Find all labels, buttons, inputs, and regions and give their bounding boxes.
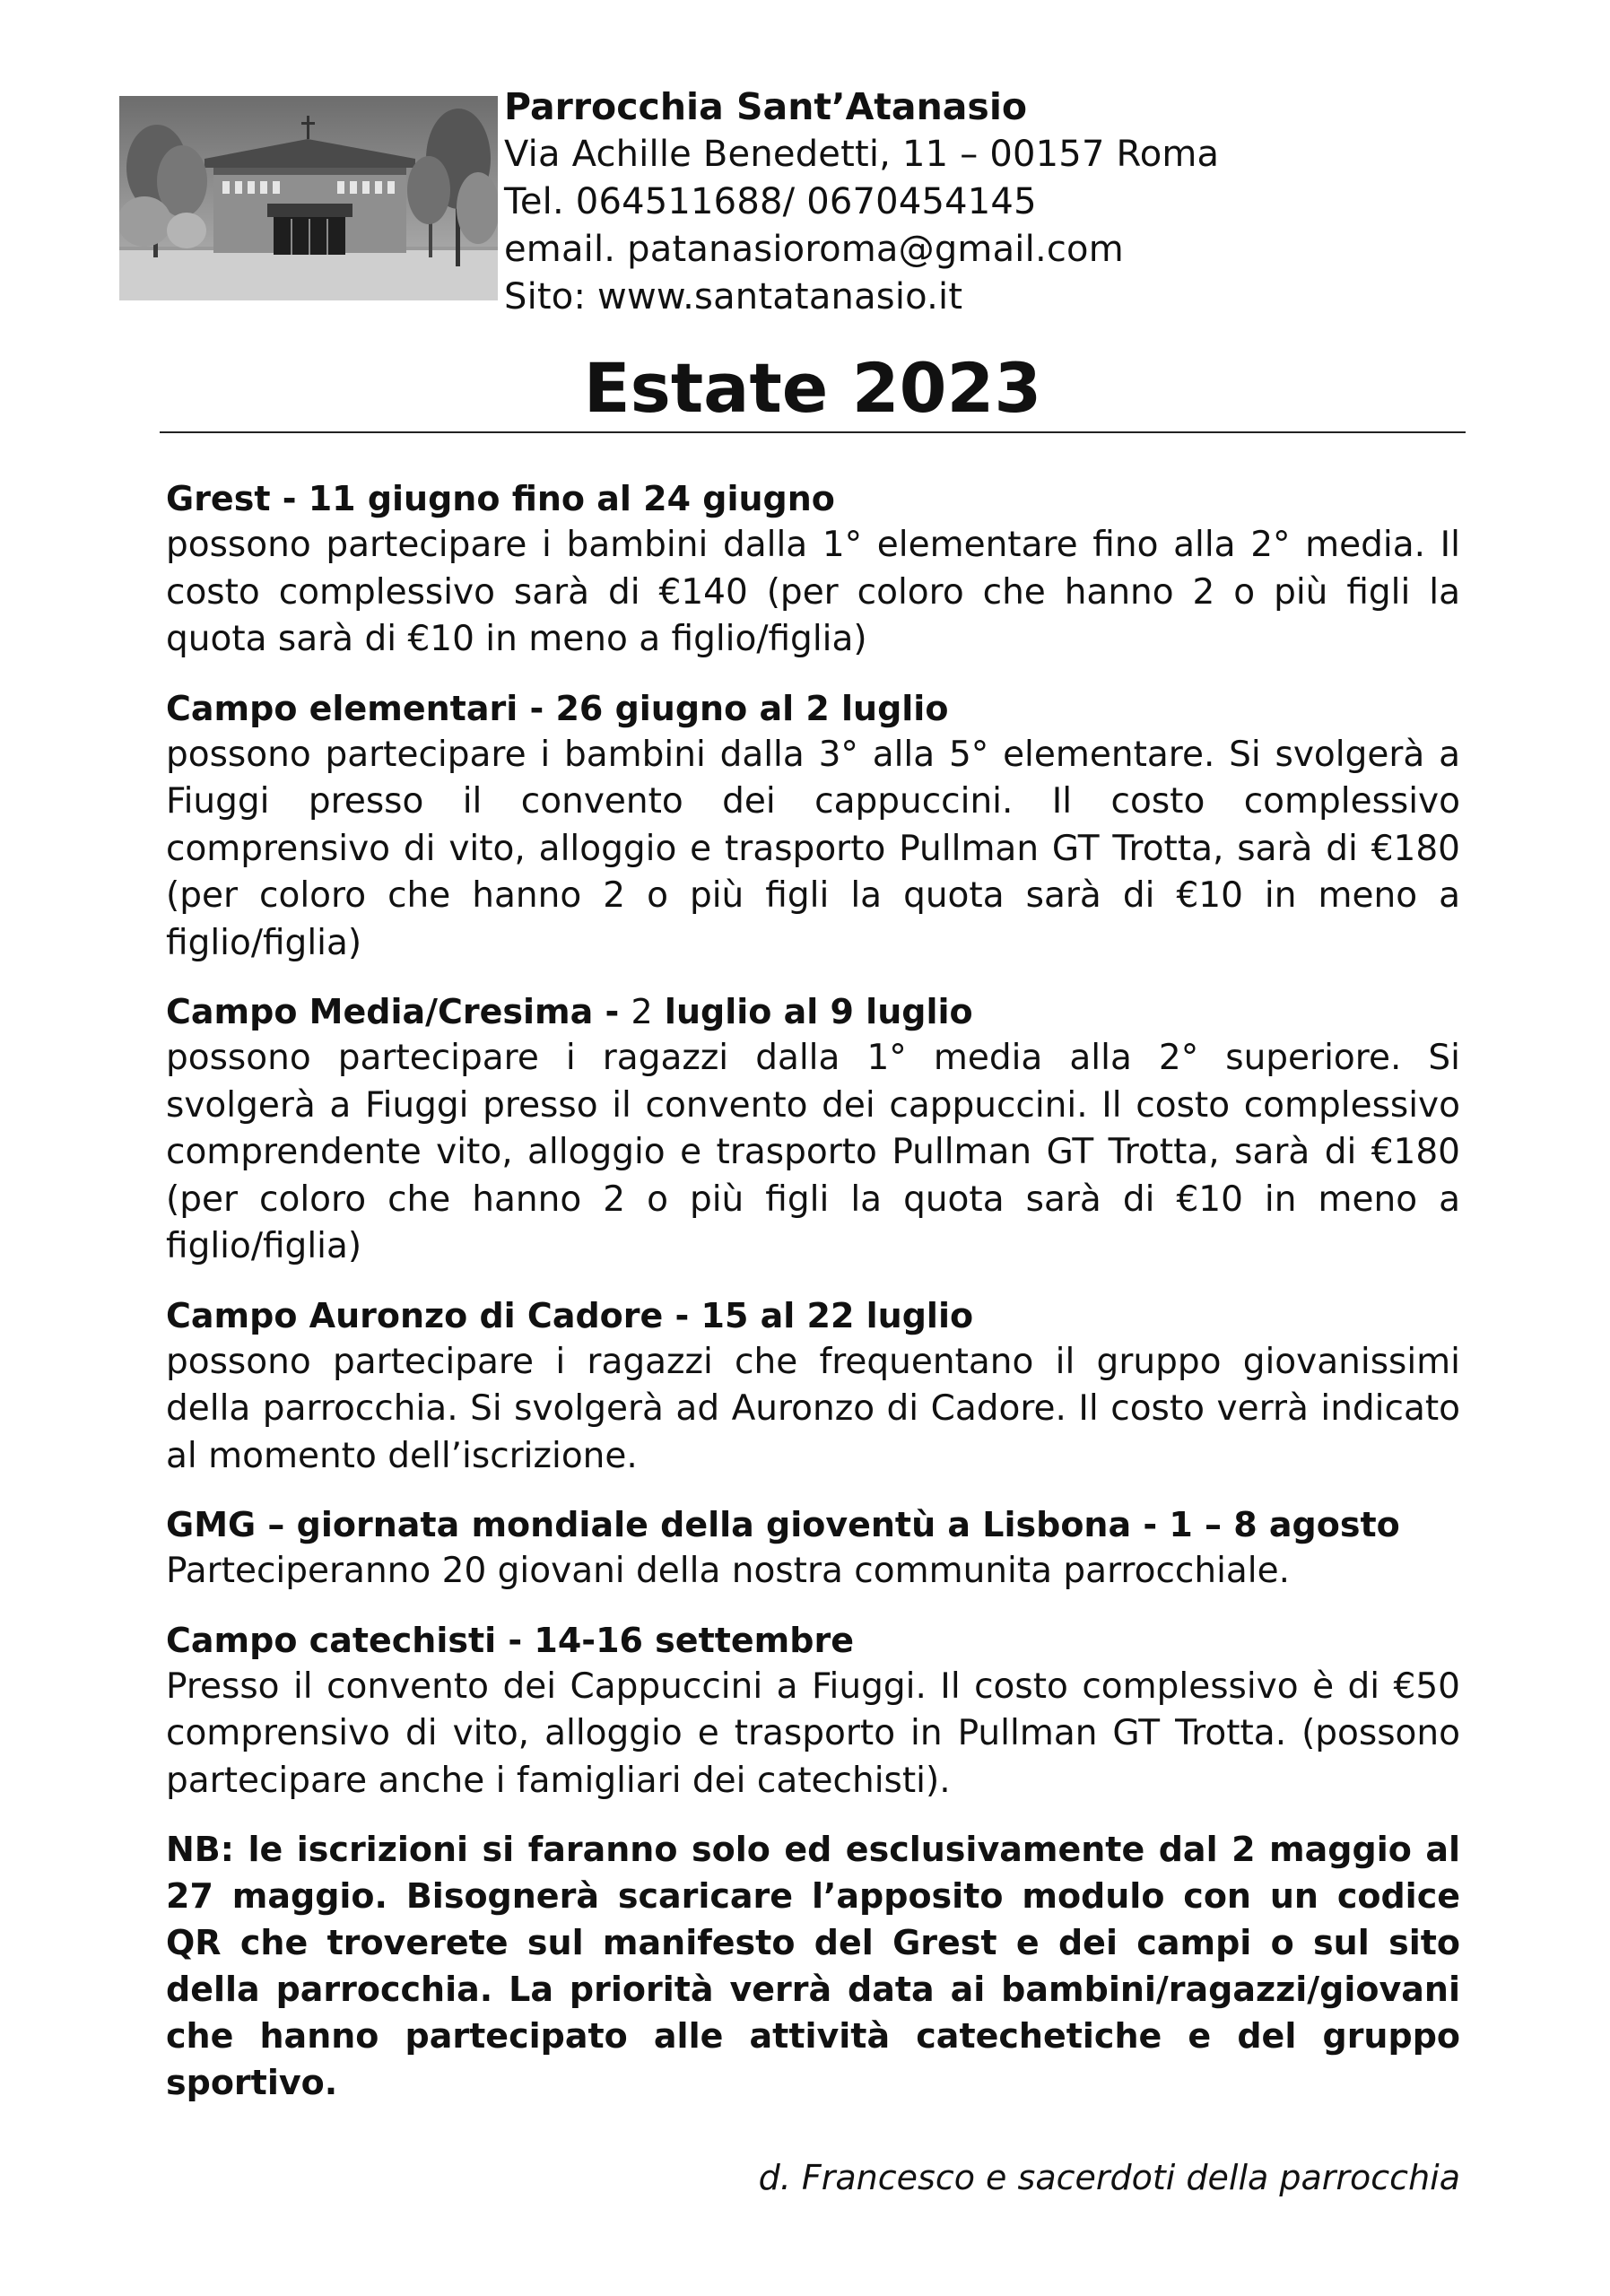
section-title: Grest - 11 giugno fino al 24 giugno — [166, 479, 835, 518]
church-logo-icon — [119, 96, 498, 300]
section-campo-media-cresima — [166, 988, 1460, 1271]
parish-email: email. patanasioroma@gmail.com — [504, 229, 1124, 270]
section-title — [166, 988, 1460, 1035]
title-divider — [160, 431, 1466, 433]
section-body: possono partecipare i ragazzi dalla 1° media alla 2° superiore. Si svolgerà a Fiuggi presso il convento dei cappuccini. Il costo complessivo comprendente vito, alloggio e trasporto Pullman GT Trotta, sarà di €180 (per coloro che hanno 2 o più figli la quota sarà di €10 in meno a figlio/figlia) — [166, 1038, 1460, 1266]
parish-address: Via Achille Benedetti, 11 – 00157 Roma — [504, 134, 1220, 175]
section-title: Campo Auronzo di Cadore - 15 al 22 luglio — [166, 1295, 974, 1335]
parish-website: Sito: www.santatanasio.it — [504, 276, 963, 317]
registration-note: NB: le iscrizioni si faranno solo ed esclusivamente dal 2 maggio al 27 maggio. Bisognerà scaricare l’apposito modulo con un codice QR che troverete sul manifesto del Grest e dei campi o sul sito della parrocchia. La priorità verrà data ai bambini/ragazzi/giovani che hanno partecipato alle attività catechetiche e del gruppo sportivo. — [166, 1830, 1460, 2102]
section-grest — [166, 475, 1460, 664]
section-body: possono partecipare i bambini dalla 1° elementare fino alla 2° media. Il costo complessivo sarà di €140 (per coloro che hanno 2 o più figli la quota sarà di €10 in meno a figlio/figlia) — [166, 525, 1460, 659]
section-title: Campo elementari - 26 giugno al 2 luglio — [166, 688, 949, 728]
parish-header — [504, 83, 1491, 321]
section-body: possono partecipare i bambini dalla 3° alla 5° elementare. Si svolgerà a Fiuggi presso il convento dei cappuccini. Il costo complessivo comprensivo di vito, alloggio e trasporto Pullman GT Trotta, sarà di €180 (per coloro che hanno 2 o più figli la quota sarà di €10 in meno a figlio/figlia) — [166, 734, 1460, 963]
section-title-part: Campo Media/Cresima - — [166, 992, 631, 1031]
page-title: Estate 2023 — [583, 348, 1042, 428]
section-title-part: luglio al 9 luglio — [652, 992, 973, 1031]
parish-phone: Tel. 064511688/ 0670454145 — [504, 181, 1037, 222]
section-title: GMG – giornata mondiale della gioventù a Lisbona - 1 – 8 agosto — [166, 1505, 1400, 1544]
section-title: Campo catechisti - 14-16 settembre — [166, 1620, 854, 1660]
section-body: Presso il convento dei Cappuccini a Fiuggi. Il costo complessivo è di €50 comprensivo di vito, alloggio e trasporto in Pullman GT Trotta. (possono partecipare anche i famigliari dei catechisti). — [166, 1665, 1460, 1801]
section-body: possono partecipare i ragazzi che frequentano il gruppo giovanissimi della parrocchia. Si svolgerà ad Auronzo di Cadore. Il costo verrà indicato al momento dell’iscrizione. — [166, 1341, 1460, 1476]
parish-name: Parrocchia Sant’Atanasio — [504, 85, 1028, 128]
section-campo-catechisti — [166, 1617, 1460, 1805]
section-campo-elementari — [166, 685, 1460, 968]
signature: d. Francesco e sacerdoti della parrocchia — [758, 2158, 1460, 2197]
section-gmg — [166, 1501, 1460, 1596]
activities-list — [166, 475, 1460, 2201]
section-campo-auronzo — [166, 1292, 1460, 1481]
section-body: Parteciperanno 20 giovani della nostra communita parrocchiale. — [166, 1551, 1291, 1591]
section-title-part: 2 — [631, 992, 653, 1031]
